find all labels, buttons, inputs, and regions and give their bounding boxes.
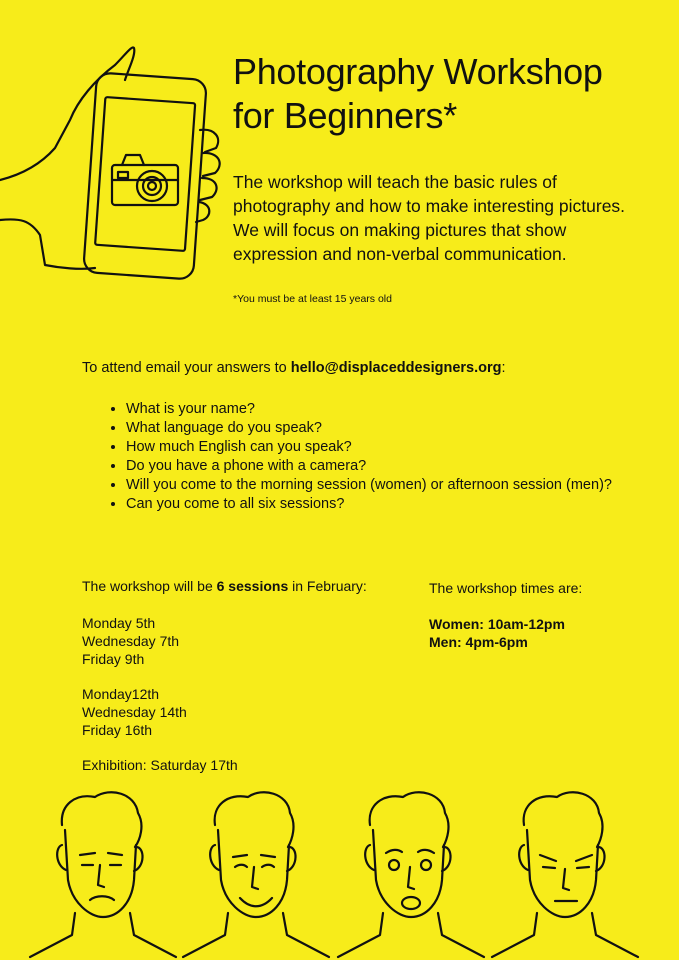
sessions-suffix: in February: — [288, 578, 367, 594]
spacer — [82, 668, 342, 685]
age-requirement-note: *You must be at least 15 years old — [233, 293, 392, 305]
contact-email: hello@displaceddesigners.org — [290, 360, 502, 376]
attend-prefix: To attend email your answers to — [82, 360, 291, 376]
session-date: Monday 5th — [82, 615, 156, 631]
workshop-times — [429, 615, 649, 651]
women-time: Women: 10am-12pm — [429, 616, 565, 632]
list-item: • What is your name? — [126, 400, 616, 419]
session-date: Wednesday 7th — [82, 633, 180, 649]
list-item: • What language do you speak? — [126, 419, 616, 438]
session-dates — [82, 614, 342, 774]
sessions-intro — [82, 578, 402, 594]
face-angry-icon — [492, 792, 638, 957]
session-date: Friday 16th — [82, 722, 153, 738]
attend-suffix: : — [501, 360, 506, 376]
title-line-1: Photography Workshop — [233, 51, 603, 92]
sessions-prefix: The workshop will be — [82, 578, 217, 594]
face-sad-icon — [30, 792, 176, 957]
questions-list — [108, 400, 616, 514]
sessions-count: 6 sessions — [216, 578, 289, 594]
exhibition-date: Exhibition: Saturday 17th — [82, 757, 238, 773]
men-time: Men: 4pm-6pm — [429, 634, 528, 650]
hand-holding-phone-illustration — [0, 40, 230, 290]
spacer — [82, 739, 342, 756]
face-surprised-icon — [338, 792, 484, 957]
session-date: Wednesday 14th — [82, 704, 187, 720]
intro-paragraph: The workshop will teach the basic rules of photography and how to make interesting pictures. We will focus on making pictures that show expression and non-verbal communication. — [233, 172, 626, 264]
session-date: Friday 9th — [82, 651, 145, 667]
attend-instructions — [82, 360, 642, 376]
session-date: Monday12th — [82, 686, 160, 702]
list-item: • Will you come to the morning session (women) or afternoon session (men)? — [126, 476, 616, 495]
list-item: • Do you have a phone with a camera? — [126, 457, 616, 476]
title-line-2: for Beginners* — [233, 95, 457, 136]
face-smiling-icon — [183, 792, 329, 957]
faces-illustration — [0, 785, 679, 960]
page-title — [233, 50, 663, 138]
times-heading: The workshop times are: — [429, 580, 583, 596]
list-item: • How much English can you speak? — [126, 438, 616, 457]
list-item: • Can you come to all six sessions? — [126, 495, 616, 514]
